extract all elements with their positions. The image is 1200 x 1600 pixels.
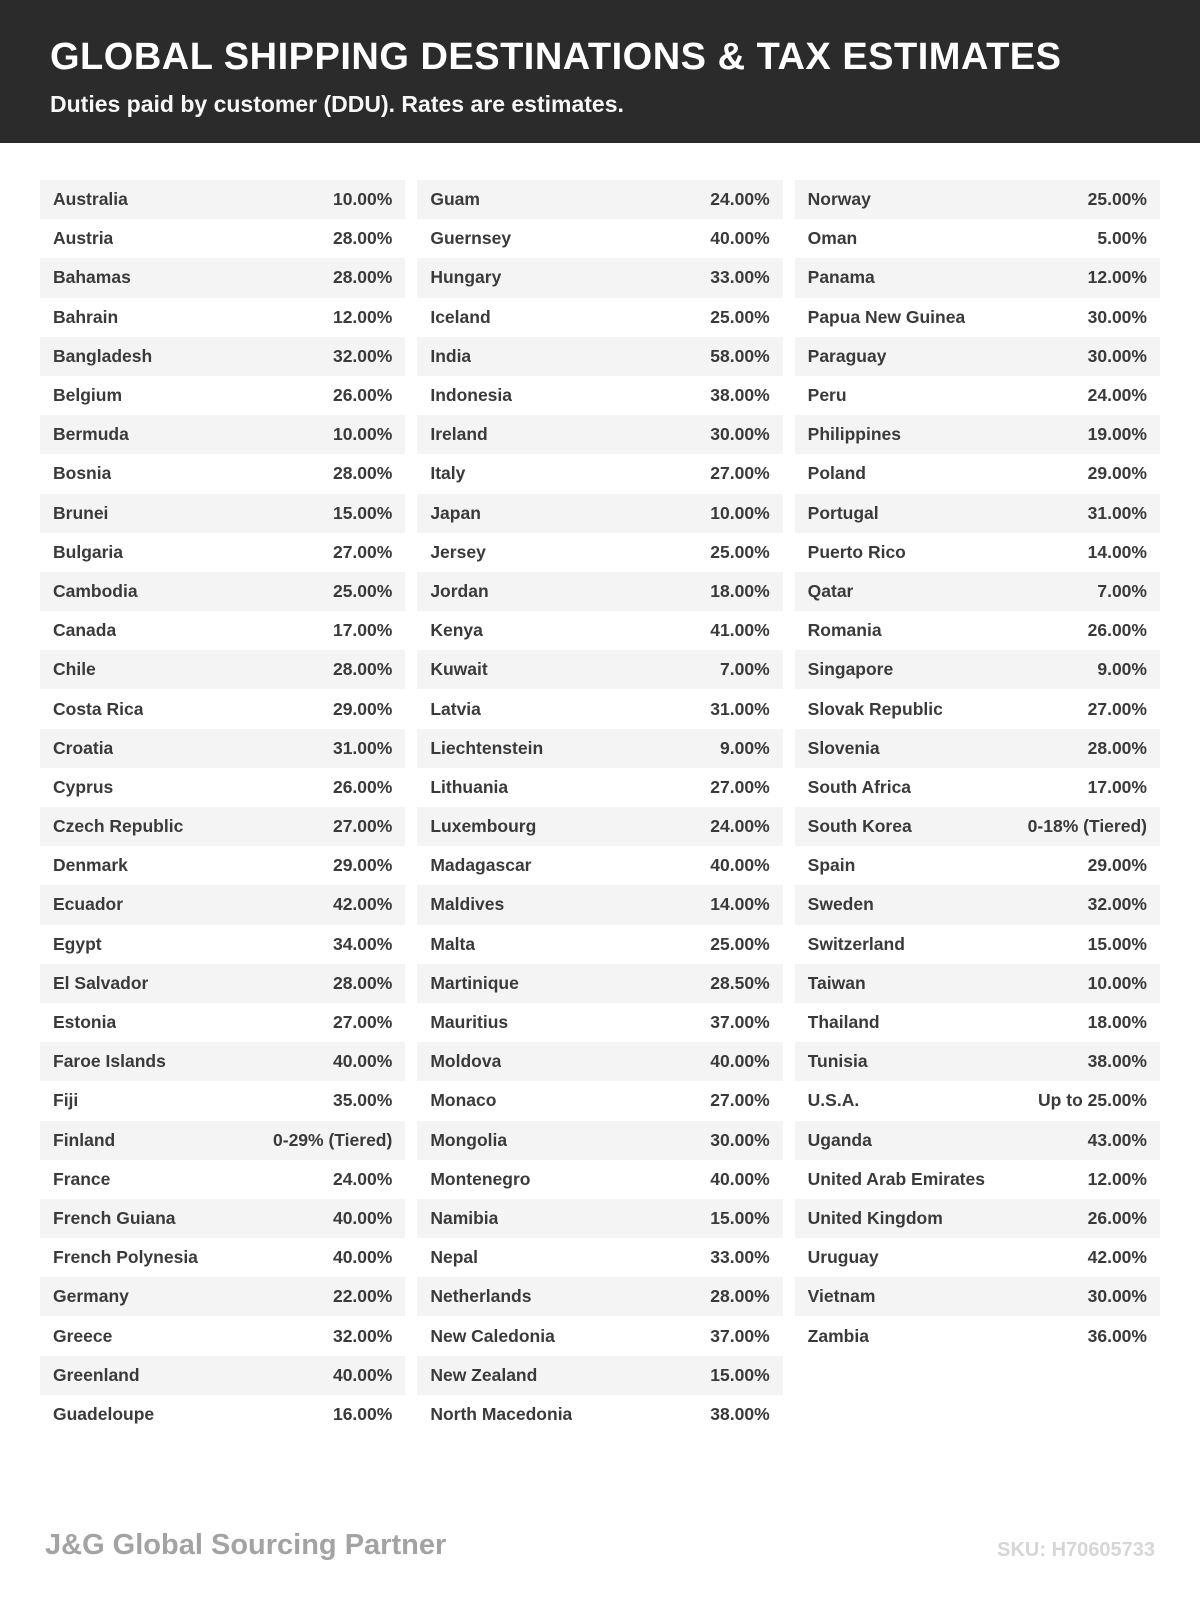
country-name: Luxembourg bbox=[430, 816, 537, 837]
country-name: Slovenia bbox=[807, 737, 880, 758]
tax-rate: 29.00% bbox=[332, 855, 393, 876]
rate-row bbox=[40, 846, 405, 885]
rate-row bbox=[795, 1316, 1160, 1355]
country-name: Faroe Islands bbox=[53, 1051, 166, 1072]
country-name: Uruguay bbox=[807, 1247, 879, 1268]
tax-rate: 9.00% bbox=[1097, 659, 1147, 680]
tax-rate: 27.00% bbox=[710, 776, 770, 797]
rate-row bbox=[417, 1003, 782, 1042]
tax-rate: 38.00% bbox=[710, 385, 770, 406]
country-name: Spain bbox=[807, 855, 856, 876]
tax-rate: 40.00% bbox=[710, 228, 770, 249]
tax-rate: 42.00% bbox=[332, 894, 393, 915]
rate-row bbox=[795, 180, 1160, 219]
tax-rate: 7.00% bbox=[1097, 580, 1147, 601]
country-name: South Korea bbox=[807, 816, 912, 837]
country-name: Iceland bbox=[430, 306, 491, 327]
rate-row bbox=[795, 376, 1160, 415]
rate-row bbox=[417, 1042, 782, 1081]
rate-row bbox=[795, 689, 1160, 728]
tax-rate: 10.00% bbox=[332, 189, 393, 210]
country-name: Germany bbox=[53, 1286, 129, 1307]
rate-row bbox=[417, 846, 782, 885]
country-name: United Arab Emirates bbox=[807, 1168, 985, 1189]
tax-rate: 0-29% (Tiered) bbox=[273, 1129, 393, 1150]
tax-rate: 31.00% bbox=[710, 698, 770, 719]
rate-row bbox=[40, 1199, 405, 1238]
tax-rate: 24.00% bbox=[710, 189, 770, 210]
tax-rate: 18.00% bbox=[710, 580, 770, 601]
tax-rate: 24.00% bbox=[710, 816, 770, 837]
tax-rate: 38.00% bbox=[1087, 1051, 1147, 1072]
country-name: Mongolia bbox=[430, 1129, 508, 1150]
rate-row bbox=[40, 1121, 405, 1160]
country-name: Kuwait bbox=[430, 659, 488, 680]
rate-row bbox=[40, 1160, 405, 1199]
country-name: Czech Republic bbox=[53, 816, 184, 837]
tax-rate: 17.00% bbox=[1087, 776, 1147, 797]
country-name: Latvia bbox=[430, 698, 481, 719]
country-name: Japan bbox=[430, 502, 481, 523]
country-name: Papua New Guinea bbox=[807, 306, 966, 327]
tax-rate: 40.00% bbox=[710, 1051, 770, 1072]
country-name: Zambia bbox=[807, 1325, 869, 1346]
rate-row bbox=[417, 298, 782, 337]
country-name: New Caledonia bbox=[430, 1325, 555, 1346]
rate-row bbox=[40, 611, 405, 650]
country-name: Hungary bbox=[430, 267, 502, 288]
tax-rate: 27.00% bbox=[710, 1090, 770, 1111]
tax-rate: 26.00% bbox=[1087, 620, 1147, 641]
country-name: Liechtenstein bbox=[430, 737, 544, 758]
rate-row bbox=[40, 572, 405, 611]
tax-rate: 31.00% bbox=[1087, 502, 1147, 523]
country-name: Greenland bbox=[53, 1364, 140, 1385]
country-name: Croatia bbox=[53, 737, 114, 758]
rate-row bbox=[795, 807, 1160, 846]
rate-row bbox=[417, 258, 782, 297]
rate-row bbox=[795, 533, 1160, 572]
rate-row bbox=[417, 689, 782, 728]
tax-rate: 28.00% bbox=[332, 267, 393, 288]
rate-row bbox=[795, 1003, 1160, 1042]
rate-row bbox=[40, 415, 405, 454]
tax-rate: 17.00% bbox=[332, 620, 393, 641]
tax-rate: 37.00% bbox=[710, 1325, 770, 1346]
tax-rate: 5.00% bbox=[1097, 228, 1147, 249]
rate-row bbox=[795, 1121, 1160, 1160]
tax-rate: 24.00% bbox=[1087, 385, 1147, 406]
tax-rate: 58.00% bbox=[710, 345, 770, 366]
country-name: Qatar bbox=[807, 580, 854, 601]
rate-row bbox=[417, 454, 782, 493]
rate-row bbox=[417, 1356, 782, 1395]
tax-rate: 29.00% bbox=[1087, 463, 1147, 484]
tax-rate: 43.00% bbox=[1087, 1129, 1147, 1150]
rate-row bbox=[40, 494, 405, 533]
country-name: Panama bbox=[807, 267, 875, 288]
country-name: Mauritius bbox=[430, 1012, 509, 1033]
tax-rate: 25.00% bbox=[710, 541, 770, 562]
rate-row bbox=[795, 925, 1160, 964]
rate-row bbox=[417, 1199, 782, 1238]
tax-rate: 15.00% bbox=[710, 1364, 770, 1385]
tax-rate: 25.00% bbox=[1087, 189, 1147, 210]
tax-rate: 27.00% bbox=[710, 463, 770, 484]
tax-rate: 28.00% bbox=[332, 972, 393, 993]
rate-row bbox=[40, 1081, 405, 1120]
rate-row bbox=[417, 650, 782, 689]
country-name: Bulgaria bbox=[53, 541, 124, 562]
country-name: Italy bbox=[430, 463, 466, 484]
rate-row bbox=[40, 768, 405, 807]
rate-row bbox=[417, 611, 782, 650]
country-name: Puerto Rico bbox=[807, 541, 906, 562]
rate-row bbox=[417, 1277, 782, 1316]
rate-row bbox=[40, 964, 405, 1003]
tax-rate: 36.00% bbox=[1087, 1325, 1147, 1346]
tax-rate: 30.00% bbox=[1087, 306, 1147, 327]
tax-rate: 33.00% bbox=[710, 1247, 770, 1268]
rate-row bbox=[795, 337, 1160, 376]
rate-row bbox=[40, 1238, 405, 1277]
country-name: Nepal bbox=[430, 1247, 478, 1268]
rate-row bbox=[795, 415, 1160, 454]
tax-rate: 29.00% bbox=[1087, 855, 1147, 876]
country-name: Thailand bbox=[807, 1012, 880, 1033]
tax-rate: 37.00% bbox=[710, 1012, 770, 1033]
tax-rate: 14.00% bbox=[1087, 541, 1147, 562]
country-name: Indonesia bbox=[430, 385, 513, 406]
rate-row bbox=[40, 337, 405, 376]
tax-rate: 14.00% bbox=[710, 894, 770, 915]
page-footer bbox=[0, 1529, 1200, 1600]
rate-row bbox=[795, 650, 1160, 689]
rate-row bbox=[40, 925, 405, 964]
country-name: Austria bbox=[53, 228, 114, 249]
rate-column bbox=[40, 180, 405, 1434]
country-name: Ireland bbox=[430, 424, 488, 445]
rate-row bbox=[40, 1316, 405, 1355]
rate-row bbox=[417, 180, 782, 219]
tax-rate: 0-18% (Tiered) bbox=[1027, 816, 1147, 837]
country-name: New Zealand bbox=[430, 1364, 538, 1385]
rate-row bbox=[795, 1042, 1160, 1081]
country-name: Finland bbox=[53, 1129, 116, 1150]
country-name: Bahrain bbox=[53, 306, 119, 327]
rate-row bbox=[40, 650, 405, 689]
rate-row bbox=[795, 729, 1160, 768]
country-name: Martinique bbox=[430, 972, 519, 993]
rate-row bbox=[417, 1238, 782, 1277]
rate-row bbox=[40, 180, 405, 219]
page-subtitle: Duties paid by customer (DDU). Rates are estimates. bbox=[50, 91, 624, 117]
tax-rate: 15.00% bbox=[332, 502, 393, 523]
tax-rate: 19.00% bbox=[1087, 424, 1147, 445]
rate-row bbox=[40, 454, 405, 493]
tax-rate: 26.00% bbox=[1087, 1207, 1147, 1228]
country-name: Maldives bbox=[430, 894, 505, 915]
rate-row bbox=[40, 729, 405, 768]
rate-row bbox=[417, 376, 782, 415]
tax-rate: 34.00% bbox=[332, 933, 393, 954]
rate-row bbox=[40, 1003, 405, 1042]
rate-row bbox=[40, 807, 405, 846]
country-name: Australia bbox=[53, 189, 128, 210]
country-name: Portugal bbox=[807, 502, 879, 523]
country-name: Costa Rica bbox=[53, 698, 144, 719]
country-name: Cyprus bbox=[53, 776, 114, 797]
rate-row bbox=[795, 768, 1160, 807]
rate-row bbox=[40, 376, 405, 415]
country-name: Kenya bbox=[430, 620, 483, 641]
country-name: Vietnam bbox=[807, 1286, 876, 1307]
country-name: Slovak Republic bbox=[807, 698, 943, 719]
country-name: India bbox=[430, 345, 472, 366]
country-name: South Africa bbox=[807, 776, 912, 797]
country-name: Taiwan bbox=[807, 972, 866, 993]
rate-row bbox=[40, 1395, 405, 1434]
rate-row bbox=[795, 1199, 1160, 1238]
tax-rate: 40.00% bbox=[332, 1051, 393, 1072]
country-name: Philippines bbox=[807, 424, 902, 445]
country-name: Lithuania bbox=[430, 776, 509, 797]
country-name: Moldova bbox=[430, 1051, 502, 1072]
rate-row bbox=[417, 1395, 782, 1434]
rate-row bbox=[795, 846, 1160, 885]
country-name: Bahamas bbox=[53, 267, 131, 288]
country-name: Uganda bbox=[807, 1129, 872, 1150]
tax-rate: 28.00% bbox=[1087, 737, 1147, 758]
country-name: Brunei bbox=[53, 502, 109, 523]
rate-row bbox=[795, 258, 1160, 297]
country-name: Bermuda bbox=[53, 424, 129, 445]
country-name: Poland bbox=[807, 463, 866, 484]
country-name: Bangladesh bbox=[53, 345, 153, 366]
rate-row bbox=[795, 885, 1160, 924]
rate-row bbox=[417, 807, 782, 846]
tax-rate: 24.00% bbox=[332, 1168, 393, 1189]
tax-rate: 10.00% bbox=[332, 424, 393, 445]
tax-rate: 25.00% bbox=[332, 580, 393, 601]
rate-row bbox=[417, 572, 782, 611]
country-name: U.S.A. bbox=[807, 1090, 860, 1111]
tax-rate: 32.00% bbox=[332, 1325, 393, 1346]
tax-rate: 40.00% bbox=[710, 1168, 770, 1189]
tax-rate: 28.50% bbox=[710, 972, 770, 993]
rate-row bbox=[417, 219, 782, 258]
tax-rate: 12.00% bbox=[1087, 267, 1147, 288]
country-name: United Kingdom bbox=[807, 1207, 943, 1228]
tax-rate: 27.00% bbox=[1087, 698, 1147, 719]
country-name: Chile bbox=[53, 659, 96, 680]
tax-rate: 25.00% bbox=[710, 306, 770, 327]
rate-row bbox=[40, 885, 405, 924]
rate-row bbox=[417, 1160, 782, 1199]
tax-rate: 28.00% bbox=[332, 228, 393, 249]
country-name: Belgium bbox=[53, 385, 123, 406]
tax-rate: 28.00% bbox=[332, 659, 393, 680]
tax-rate: 40.00% bbox=[332, 1364, 393, 1385]
tax-rate: 30.00% bbox=[710, 424, 770, 445]
rate-row bbox=[795, 1238, 1160, 1277]
country-name: Malta bbox=[430, 933, 476, 954]
rate-row bbox=[795, 494, 1160, 533]
country-name: Bosnia bbox=[53, 463, 112, 484]
tax-rate: 26.00% bbox=[332, 385, 393, 406]
tax-rate: 30.00% bbox=[1087, 345, 1147, 366]
rate-row bbox=[417, 1121, 782, 1160]
tax-rate: 12.00% bbox=[332, 306, 393, 327]
country-name: Tunisia bbox=[807, 1051, 868, 1072]
rates-table bbox=[0, 143, 1200, 1434]
country-name: Canada bbox=[53, 620, 117, 641]
tax-rate: Up to 25.00% bbox=[1038, 1090, 1147, 1111]
page-header bbox=[0, 0, 1200, 143]
rate-row bbox=[40, 298, 405, 337]
country-name: North Macedonia bbox=[430, 1403, 573, 1424]
rate-row bbox=[417, 415, 782, 454]
country-name: Egypt bbox=[53, 933, 102, 954]
page-title: GLOBAL SHIPPING DESTINATIONS & TAX ESTIMATES bbox=[50, 36, 1062, 78]
tax-rate: 35.00% bbox=[332, 1090, 393, 1111]
country-name: Madagascar bbox=[430, 855, 532, 876]
tax-rate: 10.00% bbox=[1087, 972, 1147, 993]
rate-row bbox=[795, 1081, 1160, 1120]
rate-row bbox=[417, 925, 782, 964]
tax-rate: 26.00% bbox=[332, 776, 393, 797]
tax-rate: 15.00% bbox=[1087, 933, 1147, 954]
rate-row bbox=[795, 219, 1160, 258]
rate-row bbox=[417, 1081, 782, 1120]
tax-rate: 38.00% bbox=[710, 1403, 770, 1424]
tax-rate: 27.00% bbox=[332, 541, 393, 562]
rate-row bbox=[417, 768, 782, 807]
tax-rate: 40.00% bbox=[332, 1247, 393, 1268]
tax-rate: 30.00% bbox=[1087, 1286, 1147, 1307]
tax-rate: 32.00% bbox=[1087, 894, 1147, 915]
tax-rate: 42.00% bbox=[1087, 1247, 1147, 1268]
country-name: Cambodia bbox=[53, 580, 138, 601]
tax-rate: 22.00% bbox=[332, 1286, 393, 1307]
country-name: Monaco bbox=[430, 1090, 497, 1111]
country-name: Guadeloupe bbox=[53, 1403, 155, 1424]
country-name: French Guiana bbox=[53, 1207, 176, 1228]
tax-rate: 40.00% bbox=[332, 1207, 393, 1228]
country-name: Sweden bbox=[807, 894, 874, 915]
country-name: Namibia bbox=[430, 1207, 499, 1228]
rate-row bbox=[417, 964, 782, 1003]
tax-rate: 15.00% bbox=[710, 1207, 770, 1228]
rate-row bbox=[795, 1160, 1160, 1199]
tax-rate: 25.00% bbox=[710, 933, 770, 954]
country-name: Peru bbox=[807, 385, 847, 406]
country-name: Jordan bbox=[430, 580, 489, 601]
country-name: Romania bbox=[807, 620, 882, 641]
brand-text: J&G Global Sourcing Partner bbox=[45, 1529, 447, 1561]
tax-rate: 27.00% bbox=[332, 1012, 393, 1033]
country-name: Guam bbox=[430, 189, 480, 210]
country-name: Fiji bbox=[53, 1090, 79, 1111]
rate-row bbox=[795, 611, 1160, 650]
rate-row bbox=[417, 729, 782, 768]
sku-text: SKU: H70605733 bbox=[997, 1539, 1155, 1561]
rate-row bbox=[795, 298, 1160, 337]
tax-rate: 28.00% bbox=[332, 463, 393, 484]
country-name: Ecuador bbox=[53, 894, 124, 915]
tax-rate: 30.00% bbox=[710, 1129, 770, 1150]
tax-rate: 33.00% bbox=[710, 267, 770, 288]
rate-row bbox=[795, 964, 1160, 1003]
country-name: Netherlands bbox=[430, 1286, 532, 1307]
rate-row bbox=[40, 533, 405, 572]
tax-rate: 9.00% bbox=[720, 737, 770, 758]
country-name: Singapore bbox=[807, 659, 894, 680]
rate-row bbox=[417, 533, 782, 572]
rate-row bbox=[795, 572, 1160, 611]
tax-rate: 7.00% bbox=[720, 659, 770, 680]
country-name: France bbox=[53, 1168, 111, 1189]
country-name: French Polynesia bbox=[53, 1247, 198, 1268]
tax-rate: 18.00% bbox=[1087, 1012, 1147, 1033]
tax-rate: 10.00% bbox=[710, 502, 770, 523]
rate-row bbox=[795, 454, 1160, 493]
country-name: Guernsey bbox=[430, 228, 512, 249]
tax-rate: 12.00% bbox=[1087, 1168, 1147, 1189]
country-name: Estonia bbox=[53, 1012, 117, 1033]
rate-row bbox=[40, 1277, 405, 1316]
tax-rate: 27.00% bbox=[332, 816, 393, 837]
rate-row bbox=[40, 1356, 405, 1395]
rate-row bbox=[795, 1277, 1160, 1316]
tax-rate: 32.00% bbox=[332, 345, 393, 366]
rate-row bbox=[417, 337, 782, 376]
rate-row bbox=[417, 1316, 782, 1355]
tax-rate: 40.00% bbox=[710, 855, 770, 876]
tax-rate: 28.00% bbox=[710, 1286, 770, 1307]
country-name: Oman bbox=[807, 228, 858, 249]
rate-column bbox=[795, 180, 1160, 1434]
country-name: Denmark bbox=[53, 855, 128, 876]
country-name: Switzerland bbox=[807, 933, 905, 954]
rate-row bbox=[40, 1042, 405, 1081]
tax-rate: 29.00% bbox=[332, 698, 393, 719]
country-name: Paraguay bbox=[807, 345, 887, 366]
rate-row bbox=[40, 219, 405, 258]
rate-row bbox=[417, 885, 782, 924]
tax-rate: 41.00% bbox=[710, 620, 770, 641]
rate-column bbox=[417, 180, 782, 1434]
tax-rate: 31.00% bbox=[332, 737, 393, 758]
country-name: Montenegro bbox=[430, 1168, 531, 1189]
rate-row bbox=[40, 689, 405, 728]
country-name: Norway bbox=[807, 189, 871, 210]
country-name: Greece bbox=[53, 1325, 113, 1346]
country-name: Jersey bbox=[430, 541, 486, 562]
tax-rate: 16.00% bbox=[332, 1403, 393, 1424]
country-name: El Salvador bbox=[53, 972, 149, 993]
rate-row bbox=[40, 258, 405, 297]
rate-row bbox=[417, 494, 782, 533]
